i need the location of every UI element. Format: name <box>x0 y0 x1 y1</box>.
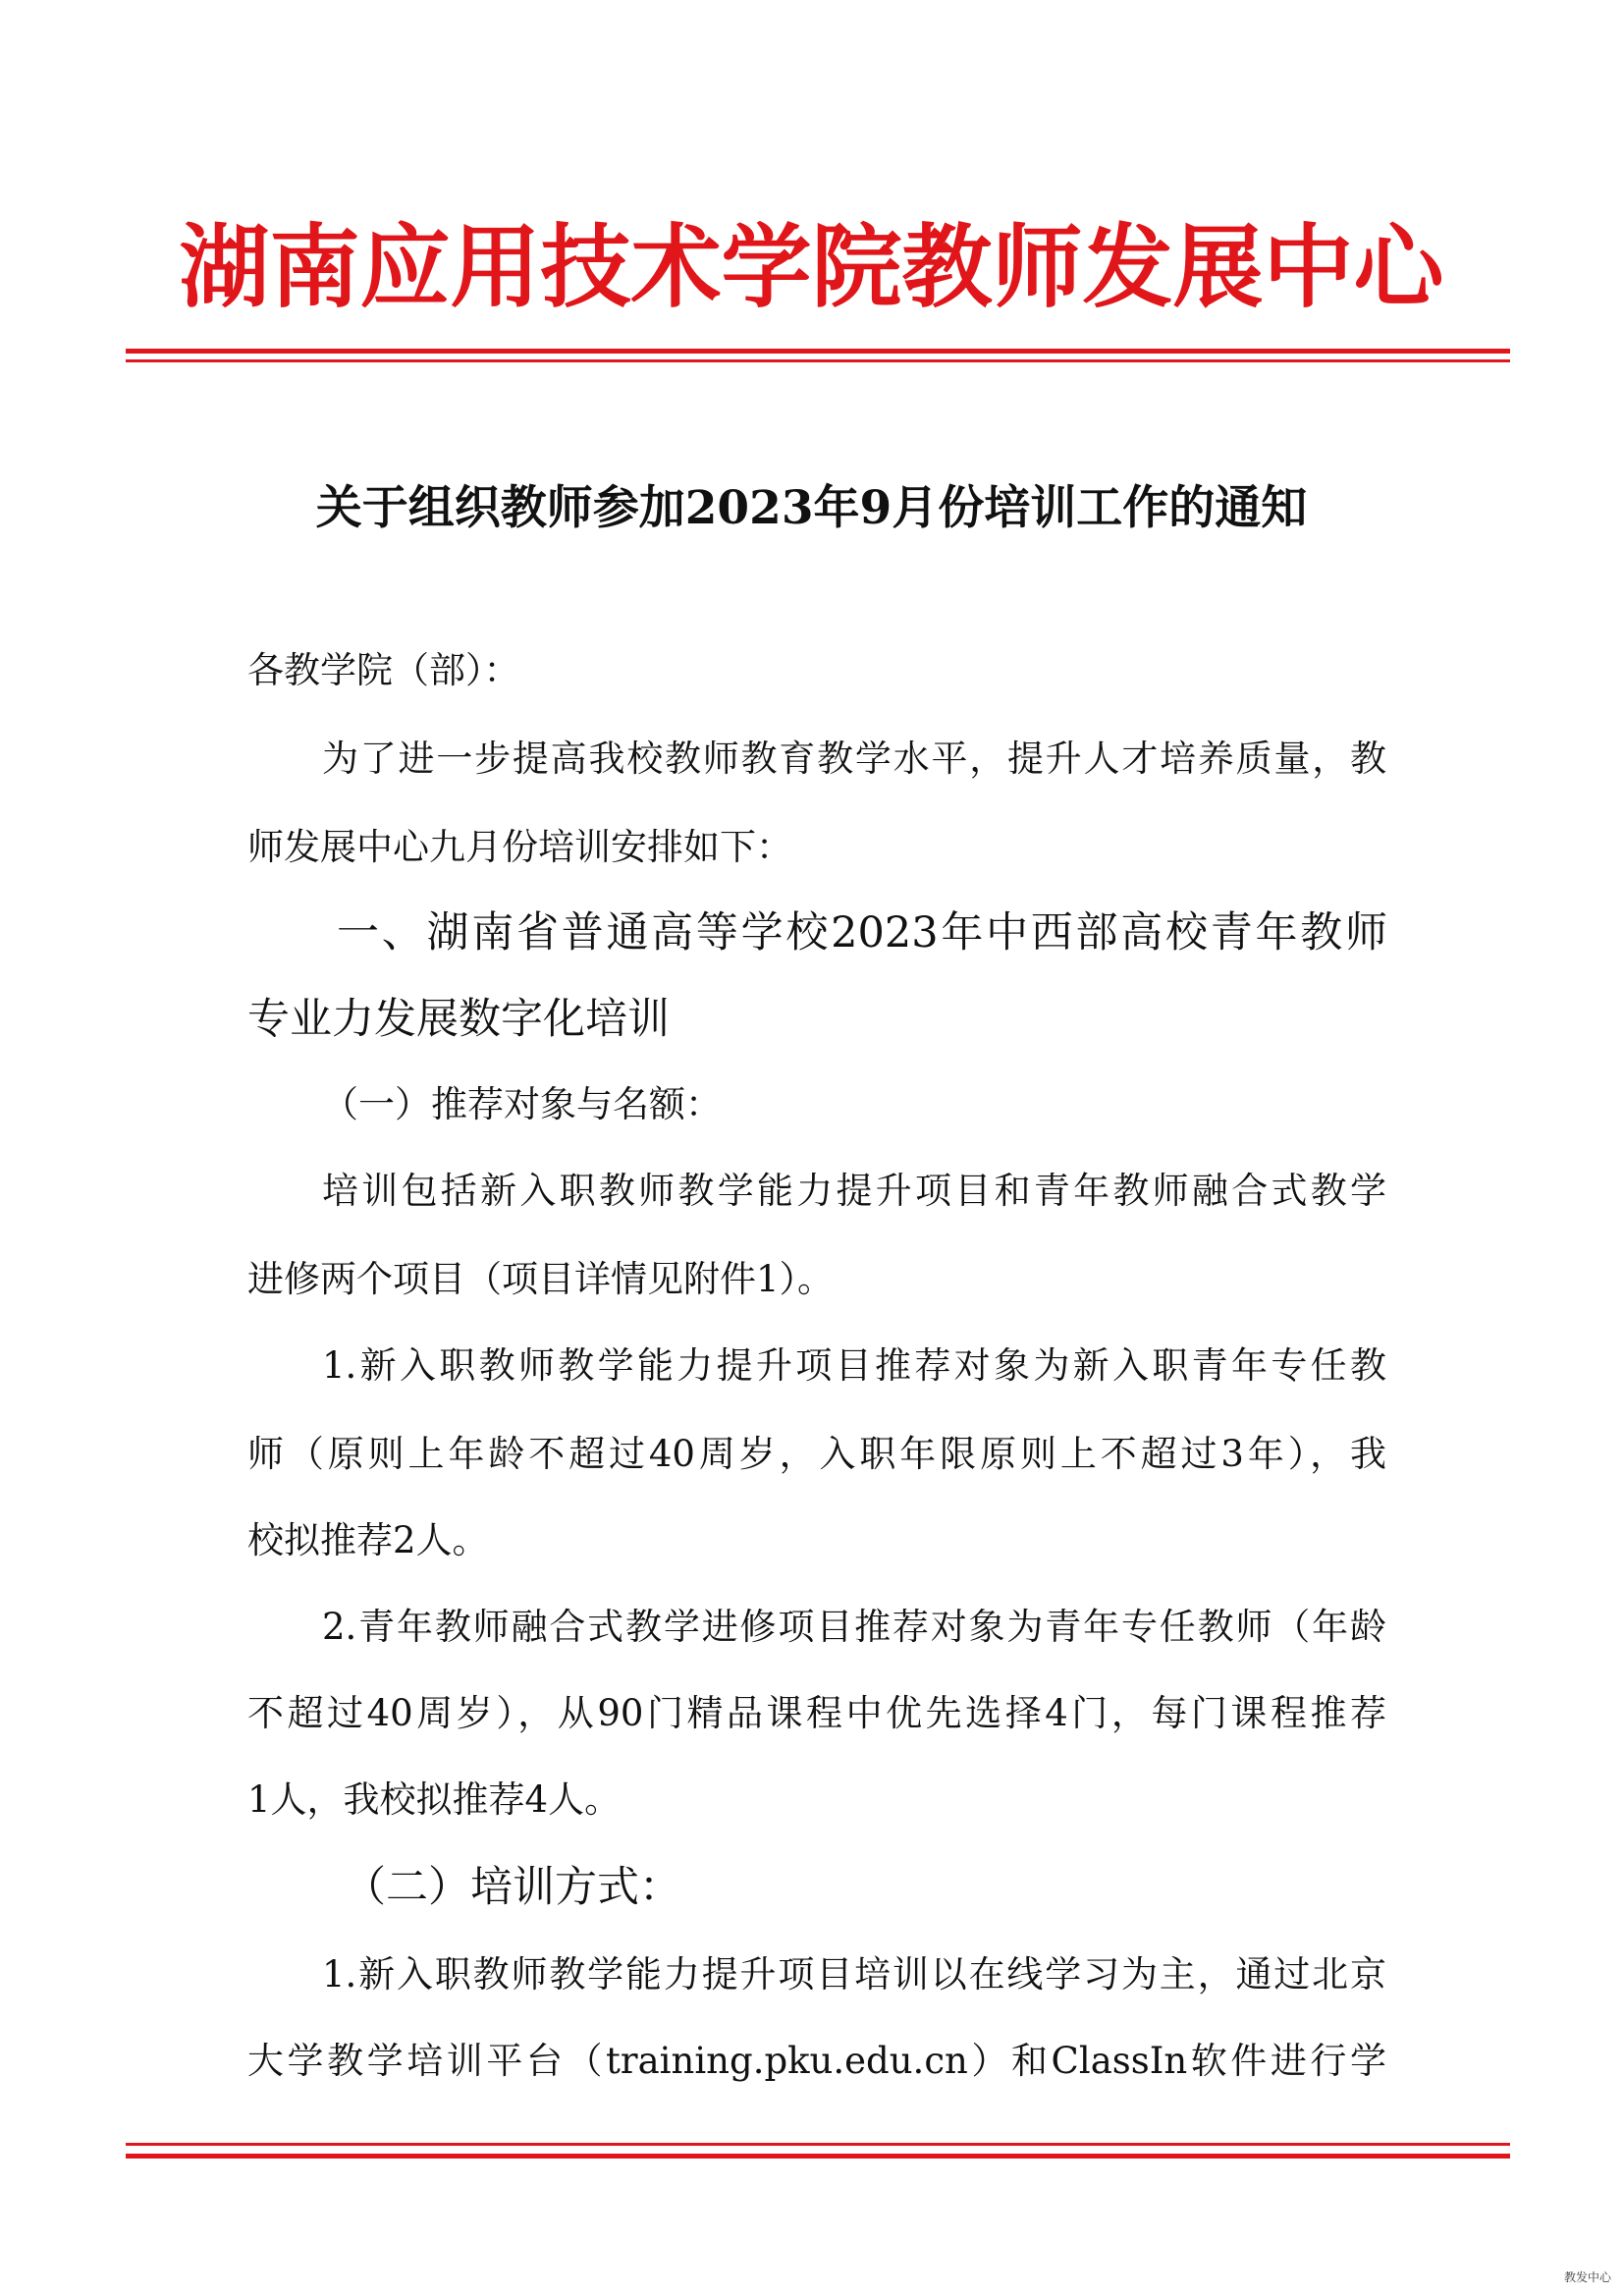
p2-line-2: 师（原则上年龄不超过40周岁，入职年限原则上不超过3年），我 <box>247 1433 1386 1475</box>
footer-mark: 教发中心 <box>1563 2270 1611 2284</box>
p1-line-1: 培训包括新入职教师教学能力提升项目和青年教师融合式教学 <box>322 1170 1386 1212</box>
letterhead-title: 湖南应用技术学院教师发展中心 <box>179 215 1444 320</box>
p3-line-1: 2.青年教师融合式教学进修项目推荐对象为青年专任教师（年龄 <box>322 1606 1386 1648</box>
p4-line-1: 1.新入职教师教学能力提升项目培训以在线学习为主，通过北京 <box>322 1953 1386 1995</box>
p4-line-2: 大学教学培训平台（training.pku.edu.cn）和ClassIn软件进行学 <box>247 2040 1386 2082</box>
p2-line-1: 1.新入职教师教学能力提升项目推荐对象为新入职青年专任教 <box>322 1344 1386 1387</box>
notice-title: 关于组织教师参加2023年9月份培训工作的通知 <box>315 481 1308 535</box>
salutation: 各教学院（部）： <box>247 649 520 691</box>
section1-heading-line-1: 一、湖南省普通高等学校2023年中西部高校青年教师 <box>337 908 1387 957</box>
subsection1-heading: （一）推荐对象与名额： <box>322 1083 722 1125</box>
footer-rule-thick <box>126 2154 1510 2159</box>
p1-line-2: 进修两个项目（项目详情见附件1）。 <box>247 1258 835 1300</box>
p3-line-3: 1人，我校拟推荐4人。 <box>247 1778 622 1821</box>
header-rule-thick <box>126 349 1510 354</box>
p2-line-3: 校拟推荐2人。 <box>247 1519 489 1561</box>
intro-line-1: 为了进一步提高我校教师教育教学水平，提升人才培养质量，教 <box>322 738 1386 780</box>
intro-line-2: 师发展中心九月份培训安排如下： <box>247 826 792 868</box>
p3-line-2: 不超过40周岁），从90门精品课程中优先选择4门，每门课程推荐 <box>247 1692 1386 1734</box>
section1-heading-line-2: 专业力发展数字化培训 <box>247 995 670 1044</box>
footer-rule-thin <box>126 2143 1510 2146</box>
header-rule-thin <box>126 359 1510 362</box>
subsection2-heading: （二）培训方式： <box>344 1863 681 1912</box>
